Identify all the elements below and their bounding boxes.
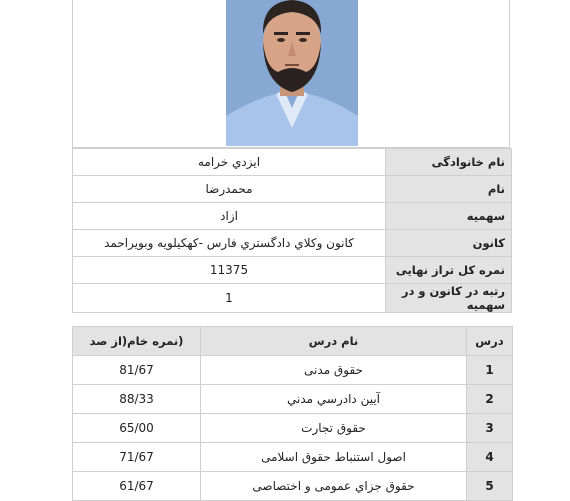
applicant-photo bbox=[226, 0, 358, 146]
photo-frame bbox=[72, 0, 510, 148]
row-course: حقوق تجارت bbox=[201, 414, 467, 443]
row-index: 4 bbox=[467, 443, 513, 472]
row-course: آيين دادرسي مدني bbox=[201, 385, 467, 414]
name-label: نام bbox=[386, 176, 512, 203]
row-course: اصول استنباط حقوق اسلامی bbox=[201, 443, 467, 472]
grades-header-row bbox=[73, 327, 513, 356]
row-index: 5 bbox=[467, 472, 513, 501]
row-course: حقوق مدنی bbox=[201, 356, 467, 385]
table-row bbox=[73, 385, 513, 414]
row-index: 1 bbox=[467, 356, 513, 385]
rank-label: رتبه در کانون و در سهمیه bbox=[386, 284, 512, 313]
row-index: 2 bbox=[467, 385, 513, 414]
row-score: 81/67 bbox=[73, 356, 201, 385]
row-score: 88/33 bbox=[73, 385, 201, 414]
info-row-quota bbox=[73, 203, 512, 230]
info-row-center bbox=[73, 230, 512, 257]
table-row bbox=[73, 443, 513, 472]
quota-value: ازاد bbox=[73, 203, 386, 230]
total-score-value: 11375 bbox=[73, 257, 386, 284]
table-row bbox=[73, 472, 513, 501]
name-value: محمدرضا bbox=[73, 176, 386, 203]
rank-value: 1 bbox=[73, 284, 386, 313]
center-label: کانون bbox=[386, 230, 512, 257]
row-course: حقوق جزاي عمومی و اختصاصی bbox=[201, 472, 467, 501]
row-score: 61/67 bbox=[73, 472, 201, 501]
family-label: نام خانوادگی bbox=[386, 149, 512, 176]
row-score: 71/67 bbox=[73, 443, 201, 472]
table-row bbox=[73, 356, 513, 385]
total-score-label: نمره کل تراز نهایی bbox=[386, 257, 512, 284]
header-index: درس bbox=[467, 327, 513, 356]
info-row-rank bbox=[73, 284, 512, 313]
center-value: كانون وكلاي دادگستري فارس -کهکیلویه وبویراحمد bbox=[73, 230, 386, 257]
header-score: (نمره خام(از صد bbox=[73, 327, 201, 356]
family-value: ايزدي خرامه bbox=[73, 149, 386, 176]
info-row-family bbox=[73, 149, 512, 176]
row-index: 3 bbox=[467, 414, 513, 443]
table-row bbox=[73, 414, 513, 443]
quota-label: سهمیه bbox=[386, 203, 512, 230]
grades-table bbox=[72, 326, 513, 501]
applicant-info-table bbox=[72, 148, 512, 313]
header-course: نام درس bbox=[201, 327, 467, 356]
info-row-name bbox=[73, 176, 512, 203]
row-score: 65/00 bbox=[73, 414, 201, 443]
info-row-score bbox=[73, 257, 512, 284]
